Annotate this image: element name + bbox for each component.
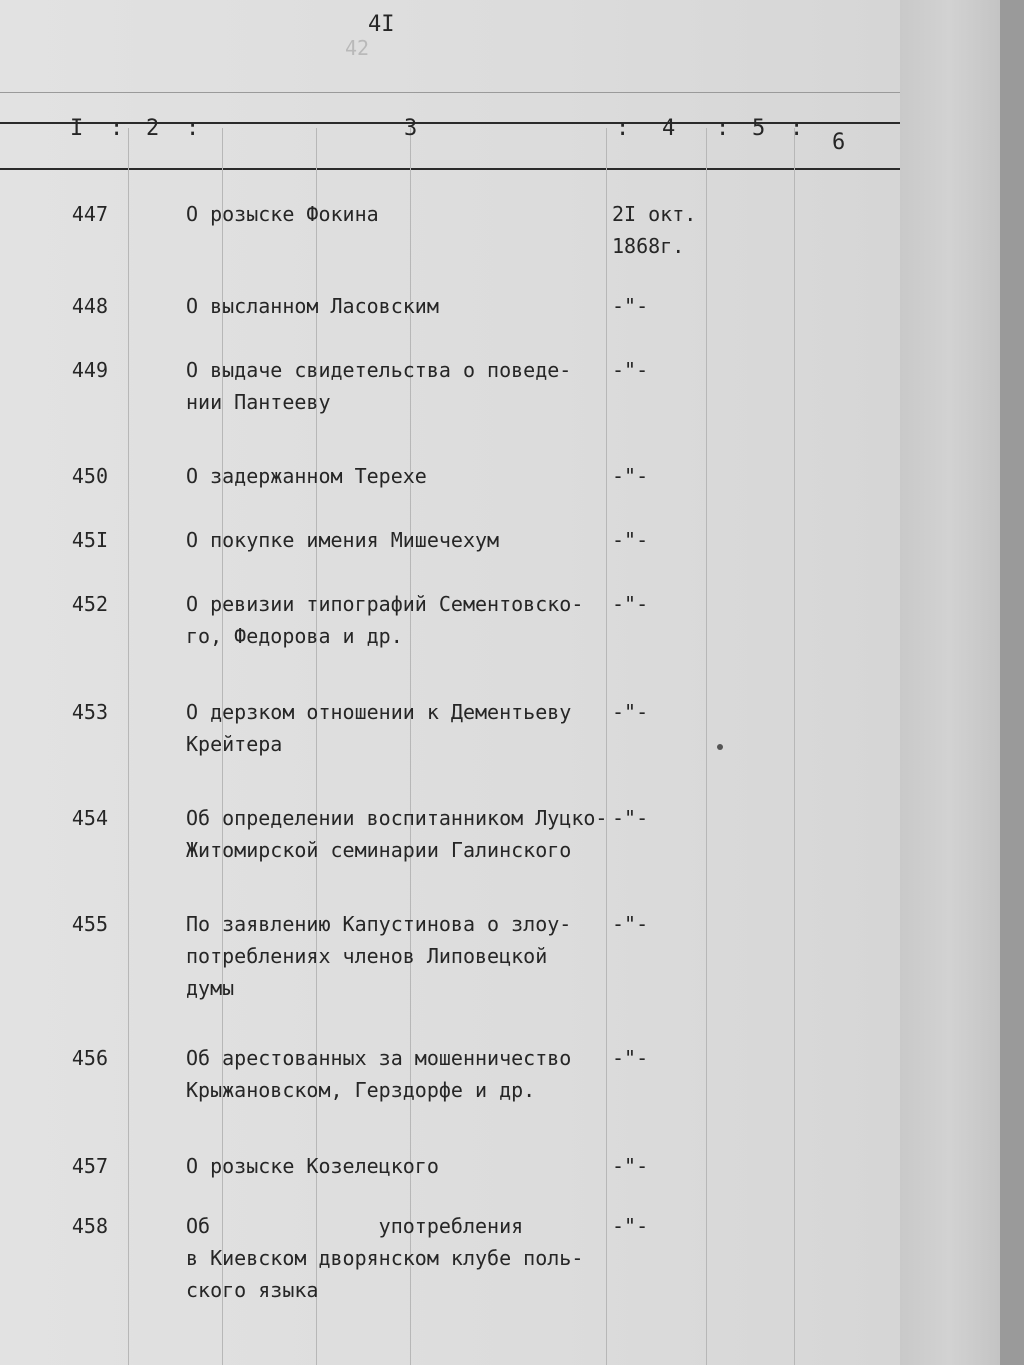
- ink-spot: [717, 744, 723, 750]
- header-sep: :: [110, 116, 124, 141]
- row-title: Об арестованных за мошенничество Крыжановском, Герздорфе и др.: [186, 1046, 572, 1102]
- row-title: О розыске Козелецкого: [186, 1154, 439, 1178]
- header-col-5: 5: [752, 116, 766, 141]
- row-title: О покупке имения Мишечехум: [186, 528, 500, 552]
- header-col-4: 4: [662, 116, 676, 141]
- row-number: 447: [71, 202, 108, 226]
- header-sep: :: [716, 116, 730, 141]
- row-title: О выдаче свидетельства о поведе- нии Пантееву: [186, 358, 572, 414]
- ghost-header-rule: [0, 92, 900, 93]
- row-date: -"-: [612, 464, 649, 488]
- row-date: -"-: [612, 700, 649, 724]
- row-number: 450: [71, 464, 108, 488]
- header-col-6: 6: [832, 130, 846, 155]
- column-divider: [706, 128, 707, 1365]
- header-sep: :: [790, 116, 804, 141]
- header-bottom-rule: [0, 168, 900, 170]
- header-col-2: 2: [146, 116, 160, 141]
- row-title: О розыске Фокина: [186, 202, 379, 226]
- row-number: 458: [71, 1214, 108, 1238]
- row-number: 455: [71, 912, 108, 936]
- column-divider: [794, 128, 795, 1365]
- row-title: О задержанном Терехе: [186, 464, 427, 488]
- row-date: -"-: [612, 1154, 649, 1178]
- row-title: По заявлению Капустинова о злоу- потреблениях членов Липовецкой думы: [186, 912, 572, 1000]
- header-col-3: 3: [404, 116, 418, 141]
- row-date: -"-: [612, 806, 649, 830]
- header-sep: :: [616, 116, 630, 141]
- bleed-through-page-number: 42: [345, 36, 370, 60]
- row-date: -"-: [612, 294, 649, 318]
- row-number: 457: [71, 1154, 108, 1178]
- row-date: 2I окт. 1868г.: [612, 202, 697, 258]
- header-col-1: I: [70, 116, 84, 141]
- row-date: -"-: [612, 912, 649, 936]
- header-sep: :: [186, 116, 200, 141]
- row-number: 45I: [71, 528, 108, 552]
- row-number: 448: [71, 294, 108, 318]
- row-number: 452: [71, 592, 108, 616]
- row-number: 453: [71, 700, 108, 724]
- row-date: -"-: [612, 528, 649, 552]
- row-number: 456: [71, 1046, 108, 1070]
- row-date: -"-: [612, 592, 649, 616]
- row-title: Об употребления в Киевском дворянском клубе поль- ского языка: [186, 1214, 584, 1302]
- column-divider: [128, 128, 129, 1365]
- row-title: О высланном Ласовским: [186, 294, 439, 318]
- page-edge: [1000, 0, 1024, 1365]
- row-number: 449: [71, 358, 108, 382]
- row-title: Об определении воспитанником Луцко- Житомирской семинарии Галинского: [186, 806, 608, 862]
- row-number: 454: [71, 806, 108, 830]
- row-title: О дерзком отношении к Дементьеву Крейтера: [186, 700, 572, 756]
- row-date: -"-: [612, 358, 649, 382]
- page-number: 4I: [368, 12, 395, 37]
- row-title: О ревизии типографий Сементовско- го, Федорова и др.: [186, 592, 584, 648]
- row-date: -"-: [612, 1214, 649, 1238]
- row-date: -"-: [612, 1046, 649, 1070]
